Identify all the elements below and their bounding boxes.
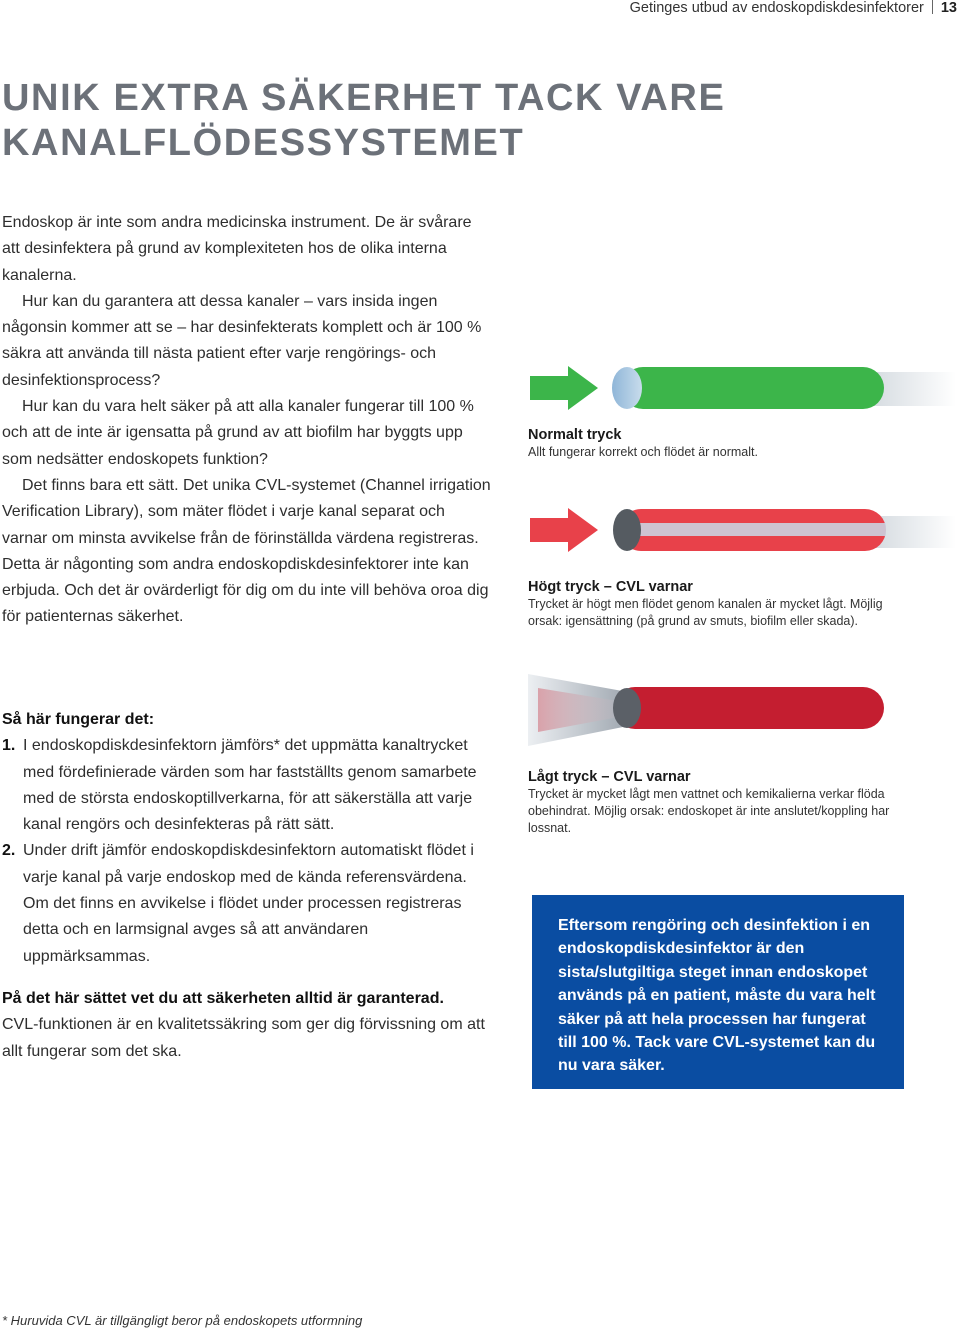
diagram-text: Allt fungerar korrekt och flödet är normalt. (528, 445, 758, 459)
conclusion-heading: På det här sättet vet du att säkerheten alltid är garanterad. (2, 989, 444, 1007)
diagram-title: Högt tryck – CVL varnar (528, 579, 693, 595)
page-header (630, 0, 957, 18)
channel-tube (622, 367, 884, 409)
intro-paragraph-5: Detta är någonting som andra endoskopdiskdesinfektorer inte kan erbjuda. Och det är ovärderligt för dig om du inte vill behöva oroa dig för patienternas säkerhet. (2, 555, 489, 626)
intro-paragraph-4: Det finns bara ett sätt. Det unika CVL-systemet (Channel irrigation Verification Library), som mäter flödet i varje kanal separat och varnar om minsta avvikelse från de förinställda värdena registreras. (2, 476, 491, 547)
low-pressure-illustration (528, 662, 958, 762)
channel-tube (614, 687, 884, 729)
diagram-text: Trycket är mycket lågt men vattnet och kemikalierna verkar flöda obehindrat. Möjlig orsak: endoskopet är inte anslutet/koppling har lossnat. (528, 787, 890, 835)
header-divider (932, 0, 933, 14)
title-line-2: KANALFLÖDESSYSTEMET (2, 122, 525, 164)
step-text: I endoskopdiskdesinfektorn jämförs* det uppmätta kanaltrycket med fördefinierade värden som har fastställts genom samarbete med de största endoskoptillverkarna, för att säkerställa att varje kanal rengörs och desinfekteras på rätt sätt. (23, 737, 477, 834)
header-title: Getinges utbud av endoskopdiskdesinfektorer (629, 0, 924, 16)
tube-end (613, 688, 641, 728)
tube-end (612, 367, 642, 409)
step-number: 1. (2, 737, 16, 755)
normal-flow-illustration (528, 360, 958, 420)
intro-paragraph-1: Endoskop är inte som andra medicinska instrument. De är svårare att desinfektera på grund av komplexiteten hos de olika interna kanalerna. (2, 214, 472, 284)
pressure-arrow-icon (530, 366, 598, 410)
step-number: 2. (2, 842, 16, 860)
high-pressure-illustration (528, 502, 958, 562)
page-number: 13 (940, 0, 957, 16)
tube-end (613, 509, 641, 551)
title-line-1: UNIK EXTRA SÄKERHET TACK VARE (2, 77, 726, 119)
diagram-text: Trycket är högt men flödet genom kanalen är mycket lågt. Möjlig orsak: igensättning (på grund av smuts, biofilm eller skada). (528, 597, 883, 628)
intro-text (2, 210, 492, 631)
step-item (2, 838, 492, 969)
intro-paragraph-2: Hur kan du garantera att dessa kanaler – vars insida ingen någonsin kommer att se – har desinfekterats komplett och är 100 % säkra att använda till nästa patient efter varje rengörings- och desinfektionsprocess? (2, 292, 482, 389)
intro-paragraph-3: Hur kan du vara helt säker på att alla kanaler fungerar till 100 % och att de inte är igensatta på grund av att biofilm har byggts upp som nedsätter endoskopets funktion? (2, 398, 474, 468)
pressure-arrow-icon (530, 508, 598, 552)
diagram-low-pressure (528, 662, 958, 837)
step-text: Under drift jämför endoskopdiskdesinfektorn automatiskt flödet i varje kanal på varje endoskop med de kända referensvärdena. Om det finns en avvikelse i flödet under processen registreras detta och en larmsignal avges så att användaren uppmärksammas. (23, 842, 474, 965)
steps-heading: Så här fungerar det: (2, 711, 155, 728)
how-it-works (2, 707, 492, 1065)
diagram-title: Lågt tryck – CVL varnar (528, 769, 691, 785)
diagram-title: Normalt tryck (528, 427, 622, 443)
page-title (2, 76, 762, 166)
callout-text: Eftersom rengöring och desinfektion i en endoskopdiskdesinfektor är den sista/slutgiltiga steget innan endoskopet används på en patient, måste du vara helt säker på att hela processen har fungerat till 100 %. Tack vare CVL-systemet kan du nu vara säker. (558, 917, 876, 1075)
diagram-high-pressure (528, 502, 958, 630)
callout-box (532, 895, 904, 1089)
diagram-normal-pressure (528, 360, 958, 461)
blocked-flow-band (620, 523, 886, 536)
conclusion-text: CVL-funktionen är en kvalitetssäkring som ger dig förvissning om att allt fungerar som det ska. (2, 1016, 485, 1060)
step-item (2, 733, 492, 838)
footnote: * Huruvida CVL är tillgängligt beror på endoskopets utformning (2, 1313, 363, 1328)
